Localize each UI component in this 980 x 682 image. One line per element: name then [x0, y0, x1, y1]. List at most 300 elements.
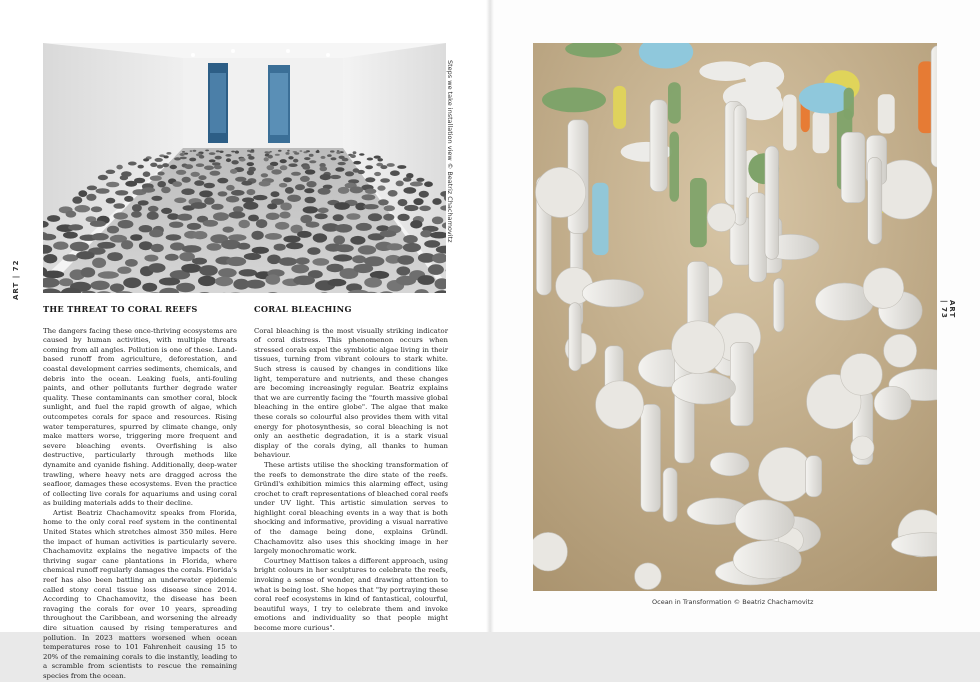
floor-stone	[428, 264, 444, 275]
floor-stone	[204, 197, 215, 205]
floor-stone	[170, 165, 177, 169]
floor-stone	[275, 154, 280, 156]
floor-stone	[357, 170, 364, 174]
floor-stone	[196, 163, 204, 167]
floor-stone	[387, 243, 403, 250]
floor-stone	[198, 175, 206, 180]
floor-stone	[424, 181, 433, 187]
coral-dome	[635, 563, 662, 590]
coral-branch	[668, 82, 681, 123]
coral-dome	[596, 381, 644, 429]
floor-stone	[229, 211, 246, 218]
floor-stone	[150, 176, 162, 181]
floor-stone	[410, 220, 422, 228]
gallery-illustration	[43, 43, 446, 293]
floor-stone	[333, 254, 352, 261]
floor-stone	[397, 255, 414, 265]
floor-stone	[207, 243, 222, 251]
column2-paragraph-1: Coral bleaching is the most visually striking indicator of coral distress. This phenomenon occurs when stressed corals expel the symbiotic algae living in their tissues, turning from vibrant colours to stark white. Such stress is caused by changes in conditions like light, temperature and nutrients, and these changes are becoming increasingly regular. Beatriz explains that we are currently facing the "fourth massive global bleaching in the entire globe". The algae that make these corals so colourful also provides them with vital energy for photosynthesis, so coral bleaching is not only an aesthetic degradation, it is a stark visual display of the corals dying, all thanks to human behaviour.	[254, 327, 448, 461]
floor-stone	[303, 206, 318, 213]
floor-stone	[223, 227, 234, 233]
floor-stone	[72, 196, 82, 203]
floor-stone	[143, 158, 149, 161]
floor-stone	[176, 283, 195, 292]
floor-stone	[267, 165, 275, 170]
floor-stone	[221, 240, 240, 250]
floor-stone	[390, 170, 400, 176]
floor-stone	[418, 275, 435, 285]
floor-stone	[398, 214, 410, 221]
floor-stone	[150, 163, 157, 167]
floor-stone	[181, 264, 201, 273]
floor-stone	[291, 264, 309, 273]
coral-branch	[878, 94, 895, 133]
floor-stone	[209, 152, 216, 155]
floor-stone	[377, 185, 385, 190]
floor-stone	[380, 178, 390, 183]
floor-stone	[216, 150, 220, 152]
floor-stone	[239, 158, 246, 162]
floor-stone	[159, 278, 180, 286]
coral-dome	[707, 203, 735, 231]
floor-stone	[304, 188, 314, 193]
floor-stone	[157, 165, 163, 169]
floor-stone	[398, 199, 408, 206]
floor-stone	[121, 240, 133, 249]
floor-stone	[125, 181, 137, 187]
coral-cap	[699, 61, 752, 81]
floor-stone	[157, 181, 166, 187]
floor-stone	[76, 251, 94, 259]
floor-stone	[53, 242, 68, 250]
floor-stone	[199, 190, 213, 197]
floor-stone	[199, 265, 218, 276]
floor-stone	[321, 156, 326, 159]
floor-stone	[66, 211, 77, 218]
floor-stone	[278, 150, 282, 152]
floor-stone	[350, 236, 365, 245]
floor-stone	[335, 244, 353, 252]
floor-stone	[420, 230, 432, 237]
floor-stone	[288, 163, 297, 167]
floor-stone	[331, 157, 337, 160]
floor-stone	[115, 190, 128, 195]
floor-stone	[247, 189, 256, 195]
floor-stone	[226, 196, 239, 203]
floor-stone	[283, 177, 292, 182]
floor-stone	[63, 254, 79, 261]
floor-stone	[350, 186, 363, 193]
floor-stone	[419, 191, 429, 198]
floor-stone	[304, 157, 310, 160]
floor-stone	[237, 243, 250, 250]
floor-stone	[410, 182, 423, 187]
floor-stone	[92, 258, 106, 268]
column2-paragraph-2: These artists utilise the shocking transformation of the reefs to demonstrate the dire state of the reefs. Gründl's exhibition mimics this alarming effect, using crochet to craft representations of bleached coral reefs under UV light. This artistic simulation serves to highlight coral bleaching events in a way that is both shocking and informative, providing a visual narrative of the damage being done, explains Gründl. Chachamovitz also uses this shocking image in her largely monochromatic work.	[254, 461, 448, 557]
coral-cap	[874, 386, 911, 420]
floor-stone	[287, 150, 290, 152]
floor-stone	[204, 183, 215, 189]
coral-dome	[851, 436, 874, 459]
floor-stone	[305, 197, 316, 204]
floor-stone	[300, 176, 310, 182]
floor-stone	[174, 198, 186, 204]
floor-stone	[138, 165, 144, 169]
floor-stone	[211, 204, 223, 210]
floor-stone	[198, 276, 216, 286]
floor-stone	[70, 242, 89, 252]
floor-stone	[158, 172, 165, 176]
coral-dome	[536, 167, 586, 217]
floor-stone	[365, 189, 376, 194]
floor-stone	[342, 158, 349, 162]
floor-stone	[388, 190, 398, 197]
floor-stone	[306, 222, 320, 228]
section-heading-bleaching: CORAL BLEACHING	[254, 305, 448, 315]
floor-stone	[139, 241, 153, 250]
floor-stone	[182, 151, 185, 153]
coral-branch	[734, 105, 746, 225]
floor-stone	[161, 208, 172, 214]
floor-stone	[268, 155, 273, 159]
floor-stone	[279, 183, 287, 188]
floor-stone	[247, 162, 254, 166]
floor-stone	[97, 242, 115, 249]
floor-stone	[356, 223, 372, 231]
floor-stone	[307, 247, 320, 255]
coral-cap	[735, 500, 794, 540]
floor-stone	[413, 198, 423, 205]
floor-stone	[130, 234, 142, 241]
floor-stone	[132, 204, 142, 212]
floor-stone	[294, 152, 299, 154]
floor-stone	[117, 267, 131, 274]
floor-stone	[368, 213, 382, 221]
floor-stone	[275, 222, 289, 230]
floor-stone	[267, 255, 281, 265]
floor-stone	[365, 177, 375, 182]
floor-stone	[396, 181, 404, 187]
floor-stone	[177, 214, 192, 221]
floor-stone	[128, 162, 137, 166]
section-heading-threat: THE THREAT TO CORAL REEFS	[43, 305, 237, 315]
floor-stone	[330, 175, 341, 179]
floor-stone	[396, 266, 410, 275]
coral-branch	[813, 111, 830, 153]
floor-stone	[336, 152, 340, 154]
floor-stone	[243, 202, 258, 210]
floor-stone	[279, 212, 290, 219]
column1-paragraph-1: The dangers facing these once-thriving ecosystems are caused by human activities, with multiple threats coming from all angles. Pollution is one of these. Land-based runoff from agriculture, deforestation, and coastal development carries sediments, chemicals, and debris into the ocean. Leaking fuels, anti-fouling paints, and other pollutants further degrade water quality. These contaminants can smother coral, block sunlight, and fuel the rapid growth of algae, which outcompetes corals for space and resources. Rising water temperatures, spurred by climate change, only make matters worse, triggering more frequent and severe bleaching events. Overfishing is also destructive, particularly through methods like dynamite and cyanide fishing. Additionally, deep-water trawling, where heavy nets are dragged across the seafloor, damages these ecosystems. Even the practice of collecting live corals for aquariums and using coral as building materials adds to their decline.	[43, 327, 237, 509]
floor-stone	[280, 159, 287, 163]
floor-stone	[252, 247, 269, 254]
folio-left: ART | 72	[12, 260, 20, 300]
floor-stone	[194, 180, 204, 186]
floor-stone	[43, 254, 57, 263]
floor-stone	[280, 165, 288, 170]
floor-stone	[251, 231, 263, 240]
coral-cap	[733, 541, 801, 579]
floor-stone	[353, 264, 373, 273]
coral-cap	[672, 372, 736, 404]
floor-stone	[98, 175, 108, 180]
floor-stone	[271, 191, 280, 197]
floor-stone	[327, 154, 332, 157]
floor-stone	[106, 182, 119, 188]
coral-cap	[542, 88, 606, 113]
floor-stone	[333, 235, 345, 244]
floor-stone	[131, 211, 142, 218]
floor-stone	[318, 188, 331, 195]
floor-stone	[346, 213, 360, 220]
coral-branch	[613, 86, 626, 129]
coral-branch	[841, 132, 865, 202]
floor-stone	[191, 202, 207, 209]
floor-stone	[283, 236, 300, 243]
floor-stone	[204, 166, 214, 171]
floor-stone	[217, 178, 228, 184]
floor-stone	[295, 184, 305, 190]
floor-stone	[249, 151, 254, 153]
floor-stone	[124, 196, 133, 202]
floor-stone	[432, 198, 441, 205]
floor-stone	[248, 156, 254, 160]
floor-stone	[358, 245, 376, 254]
coral-dome	[863, 268, 904, 309]
floor-stone	[432, 217, 443, 225]
floor-stone	[98, 271, 119, 278]
floor-stone	[218, 268, 237, 277]
floor-stone	[387, 163, 395, 167]
floor-stone	[404, 205, 418, 211]
floor-stone	[338, 187, 349, 194]
coral-branch	[844, 88, 854, 120]
floor-stone	[403, 235, 418, 243]
floor-stone	[424, 240, 440, 248]
floor-stone	[210, 171, 221, 176]
floor-stone	[419, 206, 431, 212]
floor-stone	[403, 177, 412, 182]
coral-dome	[758, 447, 812, 501]
floor-stone	[110, 283, 124, 292]
floor-stone	[330, 150, 335, 152]
floor-stone	[213, 212, 229, 221]
coral-branch	[641, 404, 661, 512]
floor-stone	[359, 153, 364, 156]
coral-branch	[670, 132, 680, 202]
floor-stone	[300, 150, 303, 151]
floor-stone	[353, 161, 361, 165]
floor-stone	[174, 157, 181, 160]
coral-branch	[663, 468, 677, 522]
floor-stone	[226, 185, 235, 191]
floor-stone	[107, 252, 123, 261]
floor-stone	[86, 194, 96, 201]
floor-stone	[176, 170, 186, 175]
floor-stone	[209, 159, 216, 162]
article-column-1	[43, 305, 237, 682]
floor-stone	[91, 206, 102, 212]
floor-stone	[218, 191, 228, 196]
floor-stone	[187, 223, 201, 230]
floor-stone	[203, 220, 218, 227]
floor-stone	[151, 244, 164, 253]
floor-stone	[293, 159, 298, 163]
floor-stone	[259, 181, 271, 187]
floor-stone	[75, 205, 91, 212]
floor-stone	[181, 188, 194, 195]
floor-stone	[285, 187, 294, 194]
floor-stone	[239, 269, 257, 276]
floor-stone	[193, 150, 197, 152]
floor-stone	[205, 150, 209, 152]
floor-stone	[296, 257, 310, 264]
floor-stone	[320, 166, 328, 171]
floor-stone	[78, 190, 87, 197]
floor-stone	[320, 174, 331, 180]
coral-dome	[884, 334, 917, 367]
floor-stone	[364, 277, 382, 287]
floor-stone	[316, 151, 320, 153]
floor-stone	[193, 231, 208, 239]
floor-stone	[416, 178, 424, 182]
article-column-2	[254, 305, 448, 634]
floor-stone	[231, 151, 235, 153]
floor-stone	[143, 171, 151, 177]
floor-stone	[267, 203, 277, 209]
floor-stone	[288, 156, 293, 159]
floor-stone	[239, 220, 250, 228]
floor-stone	[374, 172, 381, 176]
floor-stone	[245, 280, 265, 289]
floor-stone	[293, 276, 315, 286]
floor-stone	[377, 158, 383, 161]
floor-stone	[265, 233, 282, 240]
coral-photo-caption: Ocean in Transformation © Beatriz Chachamovitz	[652, 598, 813, 606]
floor-stone	[247, 170, 254, 175]
coral-branch	[806, 456, 822, 497]
floor-stone	[352, 255, 366, 263]
coral-sculpture-photo	[533, 43, 937, 591]
floor-stone	[403, 187, 416, 194]
floor-stone	[280, 203, 292, 211]
coral-dome	[841, 354, 883, 396]
floor-stone	[155, 158, 163, 162]
floor-stone	[383, 214, 394, 221]
floor-stone	[90, 281, 109, 290]
floor-stone	[396, 276, 416, 286]
floor-stone	[328, 279, 347, 287]
floor-stone	[362, 194, 376, 200]
floor-stone	[303, 151, 307, 153]
coral-branch	[690, 178, 707, 247]
floor-stone	[231, 190, 245, 196]
coral-branch	[650, 100, 667, 192]
floor-stone	[185, 164, 194, 169]
floor-stone	[182, 245, 202, 253]
floor-stone	[169, 222, 183, 228]
floor-stone	[92, 233, 109, 240]
floor-stone	[87, 186, 97, 191]
column2-paragraph-3: Courtney Mattison takes a different approach, using bright colours in her sculptures to celebrate the reefs, invoking a sense of wonder, and drawing attention to what is being lost. She hopes that "by portraying these coral reef ecosystems in kind of fantastical, colourful, beautiful ways, I try to celebrate them and invoke emotions and individuality so that people might become more curious".	[254, 557, 448, 634]
floor-stone	[162, 163, 169, 167]
floor-stone	[106, 198, 116, 204]
floor-stone	[148, 206, 159, 212]
floor-stone	[279, 257, 297, 266]
floor-stone	[120, 175, 128, 180]
floor-stone	[149, 229, 163, 237]
floor-stone	[384, 205, 395, 211]
gallery-photo-caption: Steps we take installation view © Beatriz Chachamovitz	[446, 60, 454, 243]
floor-stone	[306, 181, 316, 187]
floor-stone	[333, 214, 344, 221]
floor-stone	[125, 259, 138, 267]
floor-stone	[167, 213, 179, 220]
floor-stone	[182, 177, 191, 183]
coral-illustration	[533, 43, 937, 591]
floor-stone	[287, 195, 301, 202]
coral-branch	[868, 157, 882, 244]
floor-stone	[191, 172, 200, 177]
floor-stone	[350, 154, 356, 158]
floor-stone	[335, 224, 352, 233]
floor-stone	[380, 230, 397, 237]
floor-stone	[378, 199, 389, 205]
floor-stone	[68, 224, 83, 230]
floor-stone	[365, 165, 373, 169]
floor-stone	[363, 204, 378, 209]
floor-stone	[215, 277, 233, 287]
floor-stone	[285, 152, 289, 155]
floor-stone	[141, 187, 155, 192]
floor-stone	[166, 152, 171, 155]
floor-stone	[261, 173, 268, 177]
floor-stone	[297, 231, 312, 238]
floor-stone	[190, 150, 193, 151]
floor-stone	[291, 172, 301, 176]
floor-stone	[345, 171, 354, 176]
floor-stone	[309, 160, 316, 163]
floor-stone	[305, 169, 316, 174]
gallery-installation-photo	[43, 43, 446, 293]
floor-stone	[180, 153, 185, 156]
floor-stone	[116, 165, 122, 170]
floor-stone	[214, 165, 222, 169]
floor-stone	[165, 254, 179, 261]
floor-stone	[335, 167, 344, 172]
floor-stone	[302, 165, 310, 170]
floor-stone	[312, 258, 329, 266]
floor-stone	[163, 155, 168, 158]
floor-stone	[248, 215, 259, 222]
floor-stone	[123, 278, 141, 289]
coral-dome	[533, 532, 567, 571]
floor-stone	[161, 187, 171, 194]
floor-stone	[380, 165, 387, 169]
gutter-shadow	[486, 0, 494, 632]
floor-stone	[403, 243, 421, 252]
floor-stone	[63, 232, 78, 239]
coral-dome	[672, 321, 725, 374]
coral-branch	[783, 95, 797, 151]
floor-stone	[118, 220, 134, 229]
floor-stone	[199, 155, 204, 159]
floor-stone	[241, 181, 252, 186]
floor-stone	[274, 244, 286, 251]
floor-stone	[113, 203, 125, 209]
floor-stone	[106, 170, 116, 174]
coral-branch	[749, 193, 767, 282]
